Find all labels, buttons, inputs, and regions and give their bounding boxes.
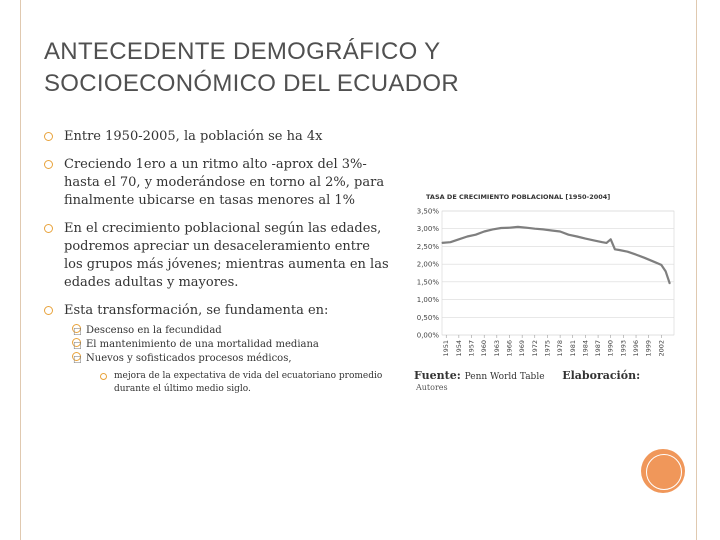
x-tick-label: 1957 — [467, 340, 476, 357]
x-tick-label: 1963 — [492, 340, 501, 357]
sub-bullet-text: Descenso en la fecundidad — [86, 325, 222, 336]
data-point — [602, 242, 603, 243]
sub-bullet-list — [64, 324, 389, 396]
data-point — [509, 227, 510, 228]
x-tick-label: 1984 — [581, 340, 590, 357]
slide-title — [44, 36, 684, 100]
data-point — [635, 254, 636, 255]
data-point — [560, 231, 561, 232]
data-point — [484, 231, 485, 232]
bullet-item — [44, 302, 389, 396]
x-tick-label: 1951 — [442, 340, 451, 357]
data-point — [610, 239, 611, 240]
plot-area — [442, 211, 674, 335]
bullet-text: En el crecimiento poblacional según las edades, podremos apreciar un desaceleramiento entre los grupos más jóvenes; mientras aumenta en las edades adultas y mayores. — [64, 221, 389, 290]
sub-bullet-item — [74, 338, 389, 352]
y-tick-label: 1,50% — [416, 278, 439, 287]
x-tick-label: 1966 — [505, 340, 514, 357]
data-point — [614, 249, 615, 250]
data-point — [526, 227, 527, 228]
sub-bullet-text: Nuevos y sofisticados procesos médicos, — [86, 353, 292, 364]
source-text: Penn World Table — [464, 372, 545, 382]
data-point — [606, 242, 607, 243]
y-tick-label: 2,00% — [416, 260, 439, 269]
data-point — [593, 240, 594, 241]
y-tick-label: 1,00% — [416, 296, 439, 305]
data-point — [450, 242, 451, 243]
sub-bullet-text: El mantenimiento de una mortalidad mediana — [86, 339, 319, 350]
x-tick-label: 1972 — [530, 340, 539, 357]
x-tick-label: 1990 — [606, 340, 615, 357]
bullet-text: Creciendo 1ero a un ritmo alto -aprox del 3%- hasta el 70, y moderándose en torno al 2%, para finalmente ubicarse en tasas menores al 1% — [64, 157, 385, 208]
decorative-circle-ring — [646, 454, 682, 490]
authors-text: Autores — [416, 383, 448, 392]
data-point — [475, 234, 476, 235]
x-tick-label: 1975 — [543, 340, 552, 357]
data-point — [669, 283, 670, 284]
data-point — [652, 261, 653, 262]
data-point — [661, 264, 662, 265]
slide-title-line-2: SOCIOECONÓMICO DEL ECUADOR — [44, 70, 459, 97]
bullet-item — [44, 220, 389, 292]
x-tick-label: 1981 — [568, 340, 577, 357]
elaboration-label: Elaboración: — [562, 369, 641, 382]
data-point — [551, 230, 552, 231]
bullet-text: Esta transformación, se fundamenta en: — [64, 303, 329, 318]
left-border-line — [20, 0, 21, 540]
data-point — [492, 229, 493, 230]
data-point — [665, 271, 666, 272]
bullet-circle-icon — [44, 132, 53, 141]
chart-title: TASA DE CRECIMIENTO POBLACIONAL [1950-2004] — [426, 193, 611, 201]
data-point — [500, 227, 501, 228]
data-point — [619, 249, 620, 250]
y-tick-label: 3,00% — [416, 225, 439, 234]
bullet-item — [44, 156, 389, 210]
sub-sub-bullet-text: mejora de la expectativa de vida del ecuatoriano promedio durante el último medio siglo. — [114, 371, 383, 394]
bullet-list — [44, 128, 389, 406]
data-point — [458, 239, 459, 240]
data-point — [576, 236, 577, 237]
data-point — [543, 229, 544, 230]
population-growth-chart — [404, 183, 678, 391]
sub-bullet-item — [74, 324, 389, 338]
bullet-circle-icon — [44, 160, 53, 169]
y-tick-label: 2,50% — [416, 242, 439, 251]
bullet-circle-icon — [44, 224, 53, 233]
x-tick-label: 1978 — [556, 340, 565, 357]
x-tick-label: 1987 — [594, 340, 603, 357]
sub-sub-bullet-item — [104, 370, 389, 396]
x-tick-label: 1954 — [454, 340, 463, 357]
data-point — [627, 251, 628, 252]
bullet-circle-icon — [44, 306, 53, 315]
right-border-line — [696, 0, 697, 540]
data-point — [467, 236, 468, 237]
bullet-item — [44, 128, 389, 146]
data-point — [517, 226, 518, 227]
sub-sub-bullet-circle-icon — [100, 373, 107, 380]
x-tick-label: 1969 — [518, 340, 527, 357]
slide-title-line-1: ANTECEDENTE DEMOGRÁFICO Y — [44, 38, 441, 65]
data-point — [441, 242, 442, 243]
x-tick-label: 1993 — [619, 340, 628, 357]
x-tick-label: 1996 — [632, 340, 641, 357]
chart-svg — [404, 183, 678, 391]
sub-bullet-square-icon: □ — [72, 324, 81, 333]
sub-bullet-square-icon: □ — [72, 352, 81, 361]
x-tick-label: 2002 — [657, 340, 666, 357]
data-point — [534, 228, 535, 229]
data-point — [568, 234, 569, 235]
sub-bullet-square-icon: □ — [72, 338, 81, 347]
x-tick-label: 1999 — [644, 340, 653, 357]
x-tick-label: 1960 — [480, 340, 489, 357]
chart-source — [414, 369, 678, 382]
y-tick-label: 0,50% — [416, 313, 439, 322]
y-tick-label: 0,00% — [416, 331, 439, 340]
data-point — [585, 238, 586, 239]
data-point — [644, 257, 645, 258]
y-tick-label: 3,50% — [416, 207, 439, 216]
sub-bullet-item — [74, 352, 389, 366]
source-label: Fuente: — [414, 369, 461, 382]
bullet-text: Entre 1950-2005, la población se ha 4x — [64, 129, 323, 144]
